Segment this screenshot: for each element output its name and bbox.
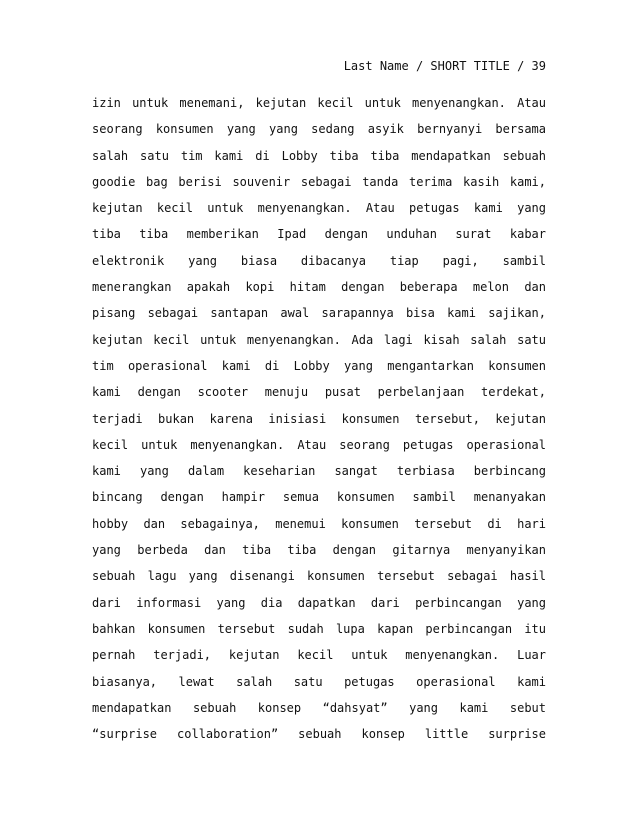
- text-line: izin untuk menemani, kejutan kecil untuk menyenangkan. Atau: [92, 96, 546, 110]
- text-line: mendapatkan sebuah konsep “dahsyat” yang kami sebut: [92, 700, 546, 715]
- text-line: biasanya, lewat salah satu petugas operasional kami: [92, 674, 546, 689]
- text-line: bincang dengan hampir semua konsumen sambil menanyakan: [92, 490, 546, 505]
- text-line: sebuah lagu yang disenangi konsumen tersebut sebagai hasil: [92, 569, 546, 584]
- text-line: kejutan kecil untuk menyenangkan. Atau petugas kami yang: [92, 201, 546, 216]
- text-line: kecil untuk menyenangkan. Atau seorang petugas operasional: [92, 437, 546, 452]
- text-line: seorang konsumen yang yang sedang asyik bernyanyi bersama: [92, 122, 546, 137]
- text-line: menerangkan apakah kopi hitam dengan beberapa melon dan: [92, 280, 546, 295]
- text-line: pisang sebagai santapan awal sarapannya bisa kami sajikan,: [92, 306, 546, 321]
- text-line: elektronik yang biasa dibacanya tiap pagi, sambil: [92, 253, 546, 268]
- text-line: yang berbeda dan tiba tiba dengan gitarnya menyanyikan: [92, 543, 546, 558]
- running-head: Last Name / SHORT TITLE / 39: [343, 59, 546, 73]
- text-line: pernah terjadi, kejutan kecil untuk menyenangkan. Luar: [92, 648, 546, 663]
- text-line: terjadi bukan karena inisiasi konsumen tersebut, kejutan: [92, 411, 546, 426]
- text-line: tim operasional kami di Lobby yang mengantarkan konsumen: [92, 358, 546, 373]
- text-line: dari informasi yang dia dapatkan dari perbincangan yang: [92, 595, 546, 610]
- body-paragraph: [92, 94, 546, 751]
- text-line: kejutan kecil untuk menyenangkan. Ada lagi kisah salah satu: [92, 332, 546, 347]
- text-line: hobby dan sebagainya, menemui konsumen tersebut di hari: [92, 516, 546, 531]
- text-line: tiba tiba memberikan Ipad dengan unduhan surat kabar: [92, 227, 546, 242]
- text-line: salah satu tim kami di Lobby tiba tiba mendapatkan sebuah: [92, 148, 546, 163]
- text-line: goodie bag berisi souvenir sebagai tanda terima kasih kami,: [92, 174, 546, 189]
- text-line: kami dengan scooter menuju pusat perbelanjaan terdekat,: [92, 385, 546, 400]
- text-line: kami yang dalam keseharian sangat terbiasa berbincang: [92, 464, 546, 479]
- text-line: “surprise collaboration” sebuah konsep little surprise: [92, 727, 546, 742]
- text-line: bahkan konsumen tersebut sudah lupa kapan perbincangan itu: [92, 621, 546, 636]
